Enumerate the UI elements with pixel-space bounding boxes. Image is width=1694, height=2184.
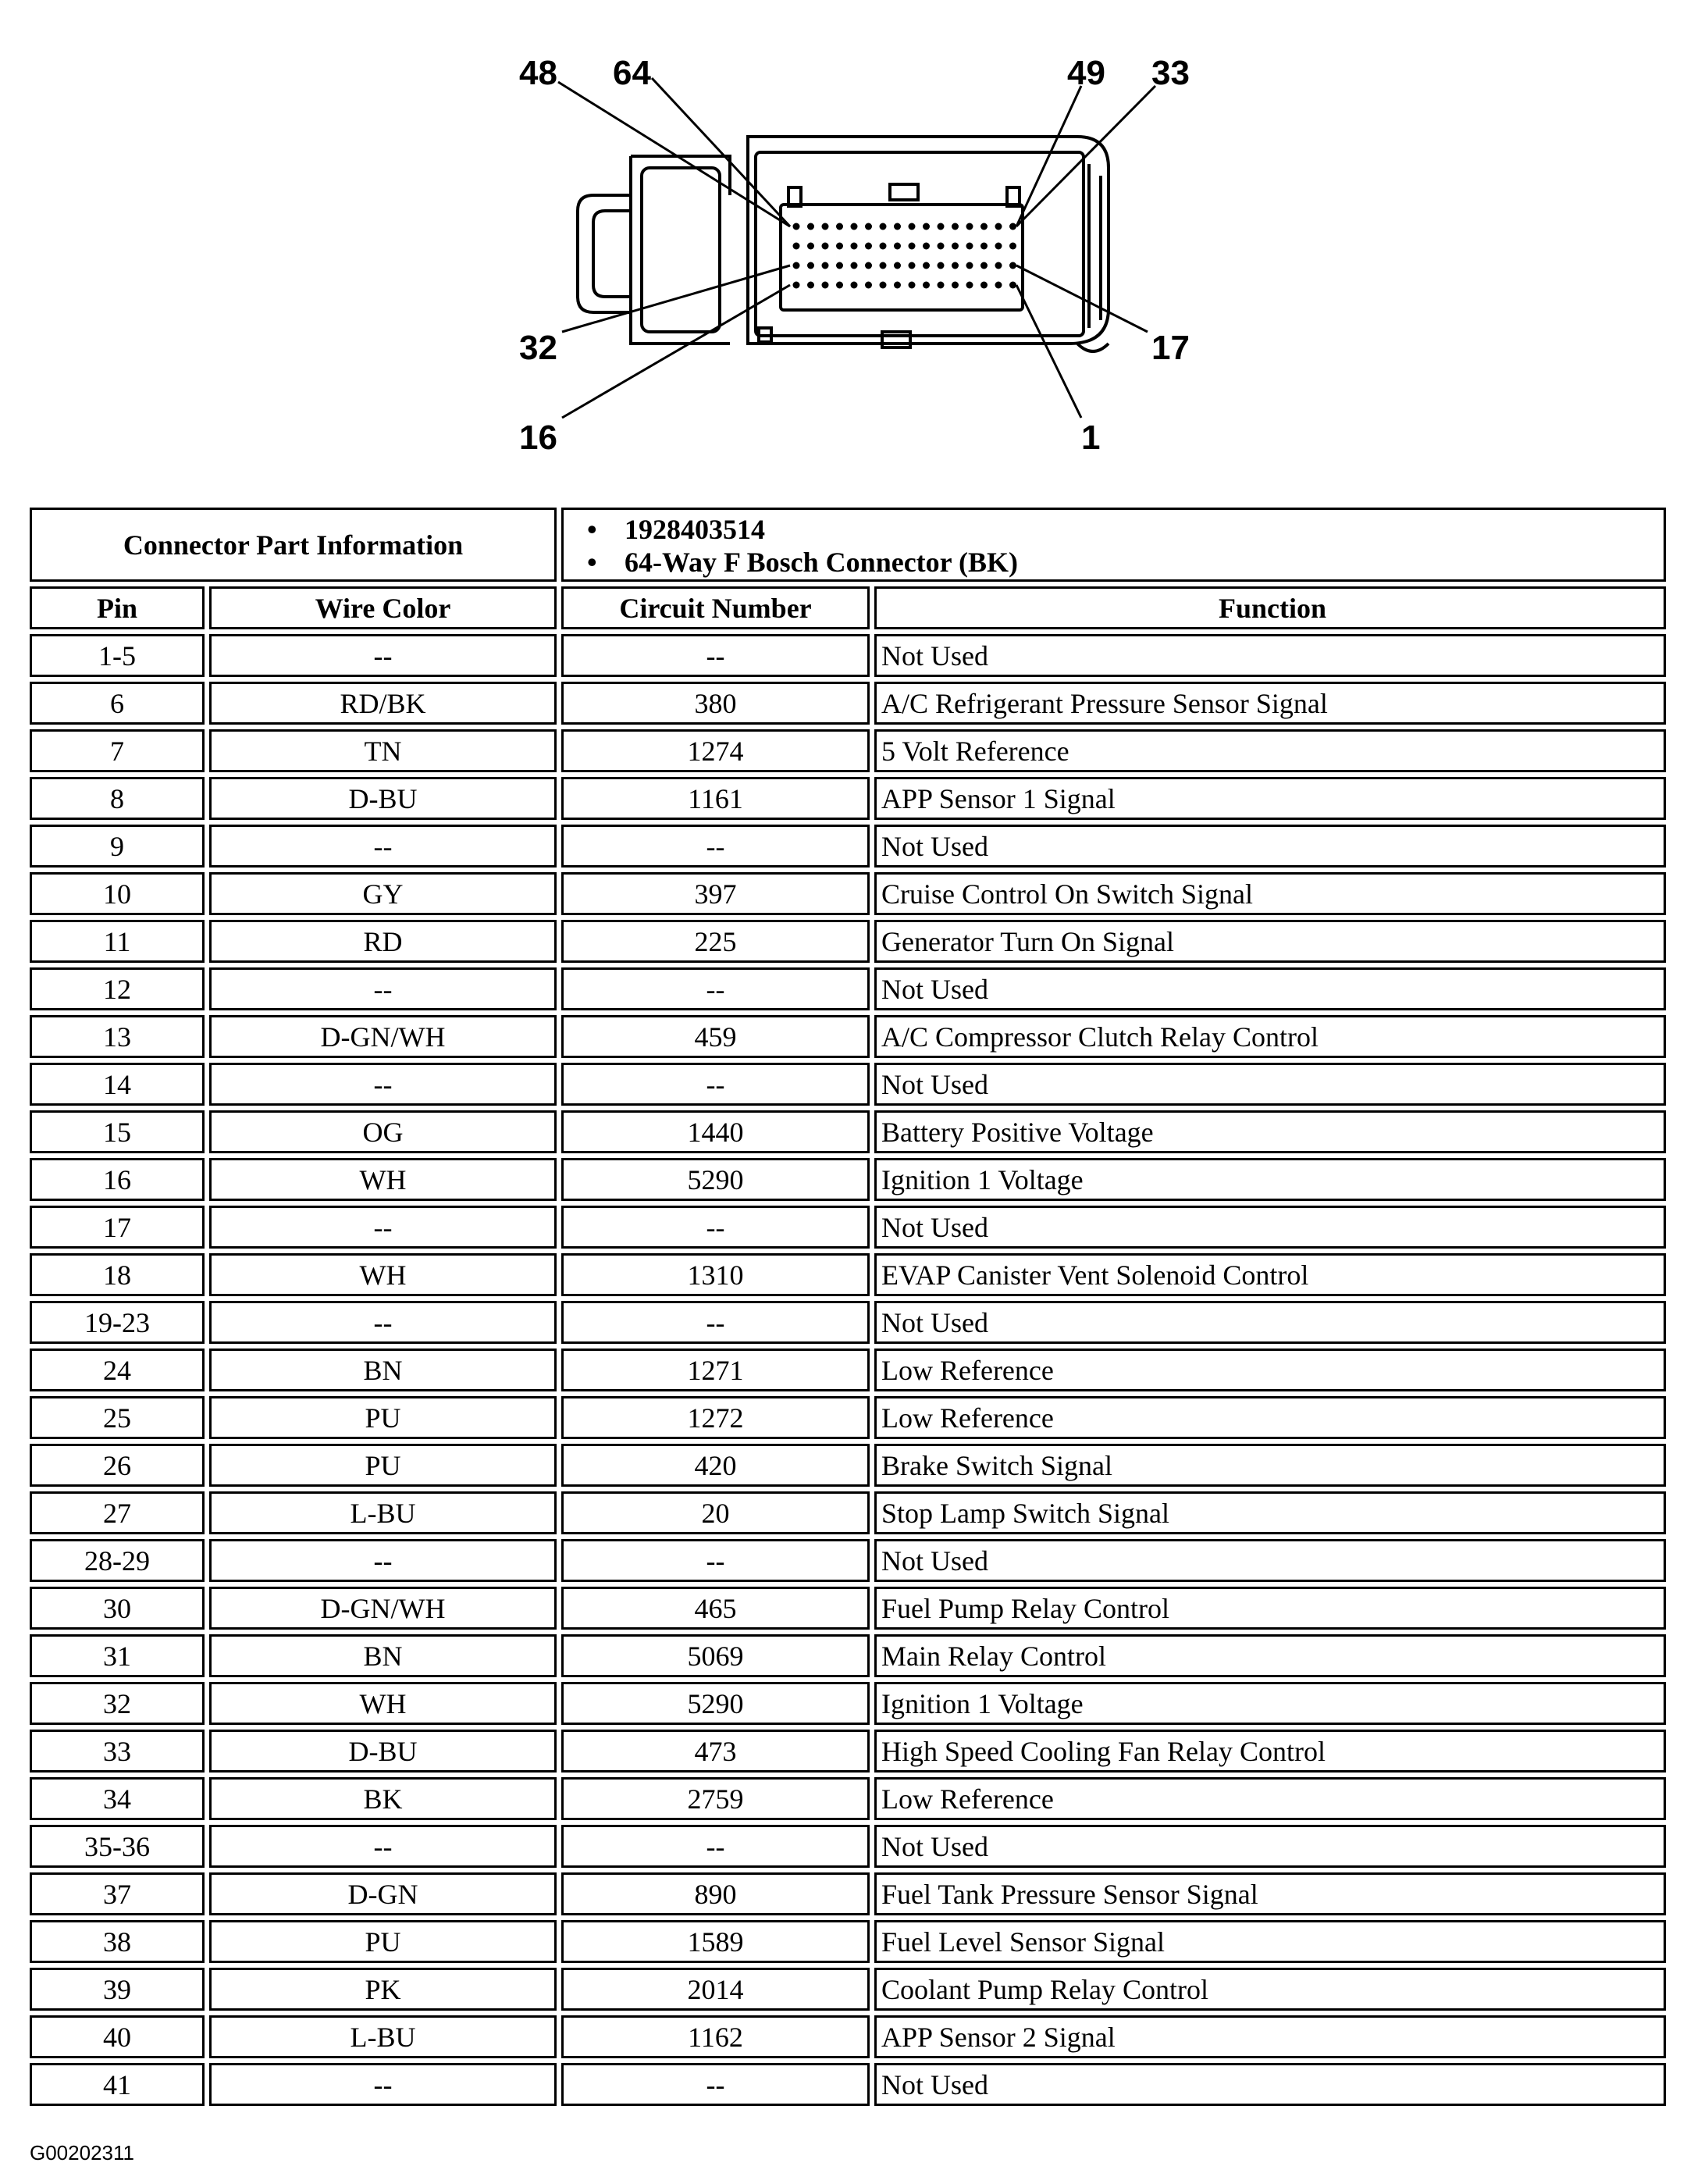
cell-circuit-number: -- <box>561 1063 870 1106</box>
cell-circuit-number: -- <box>561 634 870 677</box>
cell-wire-color: WH <box>209 1682 557 1725</box>
cell-wire-color: -- <box>209 1206 557 1249</box>
pin-dot <box>995 262 1002 269</box>
pin-dot <box>880 282 887 289</box>
cell-circuit-number: 1440 <box>561 1110 870 1153</box>
cell-pin: 26 <box>30 1444 205 1487</box>
cell-function: Not Used <box>874 2063 1666 2106</box>
cell-function: Main Relay Control <box>874 1634 1666 1677</box>
cell-function: Battery Positive Voltage <box>874 1110 1666 1153</box>
pin-dot <box>923 262 930 269</box>
table-row <box>30 1682 1666 1725</box>
pin-dot <box>980 223 988 230</box>
pin-dot <box>966 262 973 269</box>
cell-wire-color: PU <box>209 1444 557 1487</box>
pin-dot <box>836 223 843 230</box>
cell-function: Low Reference <box>874 1349 1666 1391</box>
pin-dot <box>880 243 887 250</box>
cell-circuit-number: 2014 <box>561 1968 870 2011</box>
pin-dot <box>793 282 800 289</box>
pin-dot <box>822 223 829 230</box>
cell-circuit-number: 1589 <box>561 1920 870 1963</box>
cell-pin: 34 <box>30 1777 205 1820</box>
pin-label-48: 48 <box>519 54 557 92</box>
pin-dot <box>793 262 800 269</box>
cell-wire-color: -- <box>209 1063 557 1106</box>
cell-wire-color: BN <box>209 1634 557 1677</box>
cell-circuit-number: 1272 <box>561 1396 870 1439</box>
table-row <box>30 872 1666 915</box>
cell-function: Ignition 1 Voltage <box>874 1158 1666 1201</box>
connector-description: • 64-Way F Bosch Connector (BK) <box>625 546 1664 579</box>
cell-pin: 33 <box>30 1730 205 1772</box>
cell-circuit-number: -- <box>561 825 870 868</box>
pin-label-1: 1 <box>1081 419 1101 457</box>
connector-body <box>578 137 1109 351</box>
pin-dot <box>865 282 872 289</box>
cell-pin: 14 <box>30 1063 205 1106</box>
table-row <box>30 920 1666 963</box>
cell-wire-color: D-BU <box>209 1730 557 1772</box>
table-row <box>30 729 1666 772</box>
pin-dot <box>865 243 872 250</box>
connector-info-label: Connector Part Information <box>30 508 557 582</box>
cell-circuit-number: 2759 <box>561 1777 870 1820</box>
cell-pin: 31 <box>30 1634 205 1677</box>
pin-dot <box>894 243 901 250</box>
table-row <box>30 2015 1666 2058</box>
cell-circuit-number: 420 <box>561 1444 870 1487</box>
pin-dot <box>995 223 1002 230</box>
cell-function: Not Used <box>874 1825 1666 1868</box>
cell-pin: 19-23 <box>30 1301 205 1344</box>
pin-dot <box>880 223 887 230</box>
table-row <box>30 777 1666 820</box>
table-row <box>30 1968 1666 2011</box>
pin-dot <box>880 262 887 269</box>
cell-pin: 35-36 <box>30 1825 205 1868</box>
table-row <box>30 2063 1666 2106</box>
cell-pin: 6 <box>30 682 205 725</box>
cell-function: Not Used <box>874 1063 1666 1106</box>
cell-function: Not Used <box>874 1301 1666 1344</box>
pin-dot <box>807 223 814 230</box>
pin-dot <box>980 243 988 250</box>
pin-dot <box>980 282 988 289</box>
table-row <box>30 1015 1666 1058</box>
cell-pin: 41 <box>30 2063 205 2106</box>
cell-pin: 17 <box>30 1206 205 1249</box>
cell-circuit-number: 473 <box>561 1730 870 1772</box>
pin-dot <box>909 262 916 269</box>
pin-dot <box>807 262 814 269</box>
cell-pin: 28-29 <box>30 1539 205 1582</box>
pin-dot <box>822 243 829 250</box>
cell-pin: 13 <box>30 1015 205 1058</box>
table-row <box>30 1920 1666 1963</box>
table-body <box>30 634 1666 2106</box>
cell-pin: 38 <box>30 1920 205 1963</box>
table-row <box>30 1730 1666 1772</box>
cell-function: APP Sensor 2 Signal <box>874 2015 1666 2058</box>
table-row <box>30 1634 1666 1677</box>
cell-pin: 39 <box>30 1968 205 2011</box>
cell-function: Not Used <box>874 1539 1666 1582</box>
cell-wire-color: L-BU <box>209 1491 557 1534</box>
cell-circuit-number: 1271 <box>561 1349 870 1391</box>
cell-wire-color: D-GN/WH <box>209 1587 557 1630</box>
cell-wire-color: WH <box>209 1253 557 1296</box>
cell-circuit-number: 465 <box>561 1587 870 1630</box>
cell-circuit-number: 397 <box>561 872 870 915</box>
cell-wire-color: RD/BK <box>209 682 557 725</box>
cell-pin: 11 <box>30 920 205 963</box>
cell-circuit-number: -- <box>561 1825 870 1868</box>
cell-function: Not Used <box>874 1206 1666 1249</box>
table-row <box>30 682 1666 725</box>
cell-function: Generator Turn On Signal <box>874 920 1666 963</box>
figure-id: G00202311 <box>30 2141 134 2164</box>
cell-pin: 25 <box>30 1396 205 1439</box>
pin-dot <box>966 243 973 250</box>
cell-function: 5 Volt Reference <box>874 729 1666 772</box>
pin-dot <box>851 243 858 250</box>
cell-circuit-number: 380 <box>561 682 870 725</box>
pin-label-33: 33 <box>1151 54 1190 92</box>
pin-dot <box>952 243 959 250</box>
cell-circuit-number: -- <box>561 967 870 1010</box>
pin-label-17: 17 <box>1151 329 1190 367</box>
cell-function: EVAP Canister Vent Solenoid Control <box>874 1253 1666 1296</box>
pin-dot <box>822 262 829 269</box>
table-row <box>30 1253 1666 1296</box>
pin-dot <box>923 243 930 250</box>
cell-wire-color: TN <box>209 729 557 772</box>
pin-dot <box>938 262 945 269</box>
connector-info-values <box>561 508 1666 582</box>
cell-pin: 16 <box>30 1158 205 1201</box>
cell-circuit-number: -- <box>561 1539 870 1582</box>
cell-pin: 1-5 <box>30 634 205 677</box>
pin-dot <box>1009 243 1016 250</box>
cell-pin: 10 <box>30 872 205 915</box>
table-row <box>30 1587 1666 1630</box>
table-row <box>30 1491 1666 1534</box>
cell-pin: 37 <box>30 1872 205 1915</box>
cell-pin: 12 <box>30 967 205 1010</box>
pin-dot <box>938 223 945 230</box>
pin-dot <box>865 223 872 230</box>
pin-dot <box>980 262 988 269</box>
table-row <box>30 1063 1666 1106</box>
cell-function: Low Reference <box>874 1396 1666 1439</box>
cell-wire-color: -- <box>209 967 557 1010</box>
cell-function: High Speed Cooling Fan Relay Control <box>874 1730 1666 1772</box>
pin-dot <box>909 243 916 250</box>
cell-function: Not Used <box>874 967 1666 1010</box>
pin-label-49: 49 <box>1067 54 1105 92</box>
pin-dot <box>793 243 800 250</box>
table-row <box>30 1539 1666 1582</box>
pin-dot <box>851 282 858 289</box>
cell-wire-color: PK <box>209 1968 557 2011</box>
pin-dot <box>793 223 800 230</box>
cell-circuit-number: 5290 <box>561 1158 870 1201</box>
pin-dot <box>894 282 901 289</box>
cell-function: A/C Refrigerant Pressure Sensor Signal <box>874 682 1666 725</box>
cell-function: Brake Switch Signal <box>874 1444 1666 1487</box>
pin-dot <box>851 223 858 230</box>
pin-dot <box>1009 223 1016 230</box>
header-circuit-number: Circuit Number <box>561 586 870 629</box>
table-row <box>30 1872 1666 1915</box>
pin-dot <box>836 282 843 289</box>
pin-label-32: 32 <box>519 329 557 367</box>
cell-pin: 7 <box>30 729 205 772</box>
table-row <box>30 1396 1666 1439</box>
table-row <box>30 1444 1666 1487</box>
table-row <box>30 1777 1666 1820</box>
pin-dot <box>807 243 814 250</box>
table-header <box>30 586 1666 629</box>
cell-function: APP Sensor 1 Signal <box>874 777 1666 820</box>
cell-wire-color: PU <box>209 1920 557 1963</box>
pin-label-64: 64 <box>613 54 651 92</box>
cell-function: Not Used <box>874 634 1666 677</box>
pin-dot <box>822 282 829 289</box>
cell-wire-color: RD <box>209 920 557 963</box>
cell-function: Fuel Tank Pressure Sensor Signal <box>874 1872 1666 1915</box>
cell-circuit-number: 20 <box>561 1491 870 1534</box>
pin-dot <box>909 223 916 230</box>
pin-dot <box>966 282 973 289</box>
pin-dot <box>952 282 959 289</box>
pin-dot <box>938 243 945 250</box>
header-wire-color: Wire Color <box>209 586 557 629</box>
table-row <box>30 1158 1666 1201</box>
pin-dot <box>807 282 814 289</box>
cell-pin: 18 <box>30 1253 205 1296</box>
header-function: Function <box>874 586 1666 629</box>
cell-circuit-number: 1274 <box>561 729 870 772</box>
pin-dot <box>995 243 1002 250</box>
cell-pin: 8 <box>30 777 205 820</box>
cell-function: Fuel Pump Relay Control <box>874 1587 1666 1630</box>
cell-wire-color: GY <box>209 872 557 915</box>
pin-dot <box>836 262 843 269</box>
cell-function: Not Used <box>874 825 1666 868</box>
cell-function: A/C Compressor Clutch Relay Control <box>874 1015 1666 1058</box>
cell-pin: 30 <box>30 1587 205 1630</box>
cell-circuit-number: -- <box>561 1206 870 1249</box>
cell-circuit-number: -- <box>561 1301 870 1344</box>
cell-wire-color: -- <box>209 825 557 868</box>
cell-wire-color: D-GN <box>209 1872 557 1915</box>
cell-pin: 40 <box>30 2015 205 2058</box>
cell-wire-color: PU <box>209 1396 557 1439</box>
pin-dot <box>909 282 916 289</box>
cell-wire-color: D-BU <box>209 777 557 820</box>
cell-wire-color: OG <box>209 1110 557 1153</box>
cell-function: Ignition 1 Voltage <box>874 1682 1666 1725</box>
connector-info-row <box>30 508 1666 582</box>
cell-circuit-number: 459 <box>561 1015 870 1058</box>
table-row <box>30 1206 1666 1249</box>
cell-circuit-number: 5290 <box>561 1682 870 1725</box>
cell-function: Low Reference <box>874 1777 1666 1820</box>
cell-wire-color: -- <box>209 1301 557 1344</box>
table-row <box>30 1301 1666 1344</box>
pin-dot <box>851 262 858 269</box>
table-row <box>30 1349 1666 1391</box>
cell-pin: 9 <box>30 825 205 868</box>
pin-rows <box>793 223 1017 289</box>
part-number: • 1928403514 <box>625 513 1664 546</box>
pin-label-16: 16 <box>519 419 557 457</box>
pin-dot <box>938 282 945 289</box>
cell-pin: 27 <box>30 1491 205 1534</box>
cell-circuit-number: 1162 <box>561 2015 870 2058</box>
cell-wire-color: BN <box>209 1349 557 1391</box>
cell-wire-color: -- <box>209 634 557 677</box>
table-row <box>30 1825 1666 1868</box>
cell-circuit-number: -- <box>561 2063 870 2106</box>
cell-pin: 24 <box>30 1349 205 1391</box>
cell-circuit-number: 1310 <box>561 1253 870 1296</box>
cell-wire-color: D-GN/WH <box>209 1015 557 1058</box>
table-row <box>30 634 1666 677</box>
cell-wire-color: WH <box>209 1158 557 1201</box>
table-row <box>30 967 1666 1010</box>
cell-function: Cruise Control On Switch Signal <box>874 872 1666 915</box>
pin-dot <box>952 223 959 230</box>
cell-wire-color: -- <box>209 1825 557 1868</box>
table-row <box>30 1110 1666 1153</box>
pin-dot <box>894 223 901 230</box>
cell-circuit-number: 5069 <box>561 1634 870 1677</box>
pin-table <box>30 508 1666 2111</box>
cell-function: Fuel Level Sensor Signal <box>874 1920 1666 1963</box>
pin-dot <box>923 223 930 230</box>
pin-dot <box>923 282 930 289</box>
pin-dot <box>865 262 872 269</box>
cell-wire-color: L-BU <box>209 2015 557 2058</box>
cell-function: Stop Lamp Switch Signal <box>874 1491 1666 1534</box>
cell-wire-color: -- <box>209 2063 557 2106</box>
cell-wire-color: -- <box>209 1539 557 1582</box>
cell-circuit-number: 890 <box>561 1872 870 1915</box>
pin-dot <box>1009 282 1016 289</box>
cell-wire-color: BK <box>209 1777 557 1820</box>
cell-circuit-number: 1161 <box>561 777 870 820</box>
pin-dot <box>836 243 843 250</box>
pin-dot <box>952 262 959 269</box>
header-pin: Pin <box>30 586 205 629</box>
pin-dot <box>966 223 973 230</box>
cell-circuit-number: 225 <box>561 920 870 963</box>
cell-pin: 32 <box>30 1682 205 1725</box>
cell-function: Coolant Pump Relay Control <box>874 1968 1666 2011</box>
pin-dot <box>894 262 901 269</box>
cell-pin: 15 <box>30 1110 205 1153</box>
pin-dot <box>1009 262 1016 269</box>
table-row <box>30 825 1666 868</box>
connector-diagram <box>0 0 1694 484</box>
pin-dot <box>995 282 1002 289</box>
